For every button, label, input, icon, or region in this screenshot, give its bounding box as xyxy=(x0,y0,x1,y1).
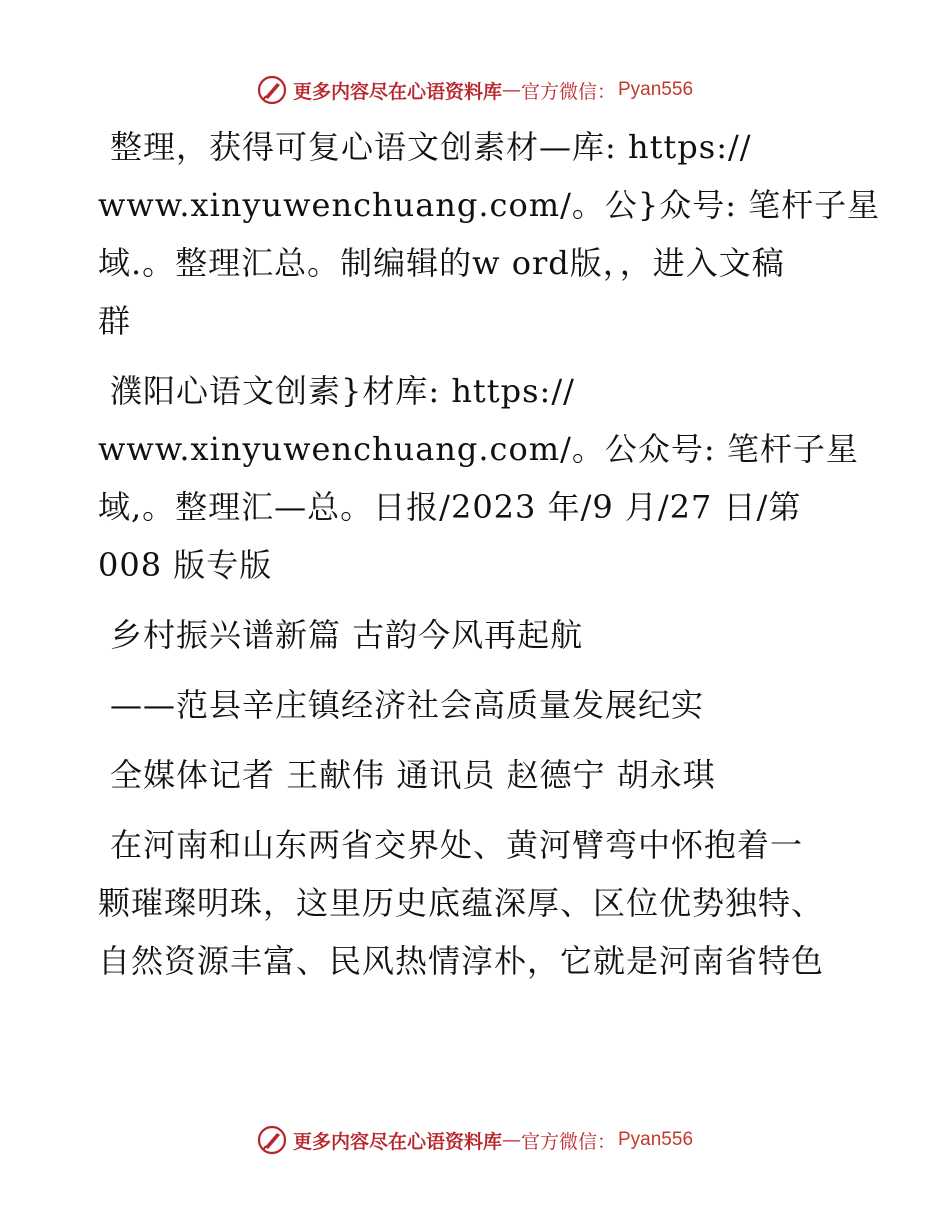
document-body xyxy=(98,118,881,1002)
text-line: 域,。整理汇—总。日报/2023 年/9 月/27 日/第 xyxy=(98,488,802,526)
text-line: 颗璀璨明珠，这里历史底蕴深厚、区位优势独特、 xyxy=(98,884,825,922)
banner-wechat-id: Pyan556 xyxy=(618,1129,694,1150)
text-line: 整理，获得可复心语文创素材—库: https:// xyxy=(110,128,752,166)
article-byline xyxy=(98,746,858,804)
text-line: www.xinyuwenchuang.com/。公}众号: 笔杆子星 xyxy=(98,186,881,224)
text-line: 域.。整理汇总。制编辑的w ord版，，进入文稿 xyxy=(98,244,785,282)
paragraph-1 xyxy=(98,118,881,350)
banner-text: 更多内容尽在心语资料库 xyxy=(292,1130,502,1153)
paragraph-body xyxy=(98,816,858,990)
text-line: www.xinyuwenchuang.com/。公众号: 笔杆子星 xyxy=(98,430,859,468)
banner-wechat-id: Pyan556 xyxy=(618,79,694,100)
banner-text: 更多内容尽在心语资料库 xyxy=(292,80,502,103)
banner-official-label: 官方微信： xyxy=(520,1130,616,1153)
text-line: 群 xyxy=(98,302,132,340)
article-headline xyxy=(98,606,858,664)
subtitle-text: ——范县辛庄镇经济社会高质量发展纪实 xyxy=(110,686,705,724)
banner-dash: — xyxy=(501,79,521,101)
footer-watermark-banner xyxy=(0,1120,950,1160)
quill-logo-icon xyxy=(257,1125,287,1155)
banner-official-label: 官方微信： xyxy=(520,80,616,103)
header-watermark-banner xyxy=(0,70,950,110)
banner-dash: — xyxy=(501,1129,521,1151)
byline-text: 全媒体记者 王献伟 通讯员 赵德宁 胡永琪 xyxy=(110,756,716,794)
quill-logo-icon xyxy=(257,75,287,105)
headline-text: 乡村振兴谱新篇 古韵今风再起航 xyxy=(110,616,584,654)
text-line: 自然资源丰富、民风热情淳朴，它就是河南省特色 xyxy=(98,942,825,980)
paragraph-2 xyxy=(98,362,858,594)
article-subtitle xyxy=(98,676,858,734)
text-line: 濮阳心语文创素}材库: https:// xyxy=(110,372,575,410)
text-line: 在河南和山东两省交界处、黄河臂弯中怀抱着一 xyxy=(110,826,804,864)
text-line: 008 版专版 xyxy=(98,546,273,584)
